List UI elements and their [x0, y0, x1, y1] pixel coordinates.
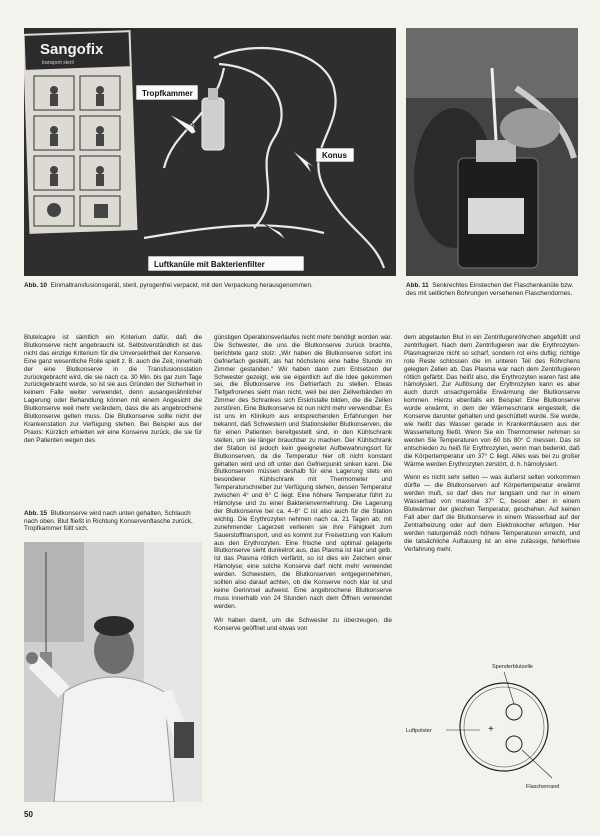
diagram-label-top: Spenderblutzelle: [492, 664, 533, 670]
svg-text:Luftkanüle mit Bakterienfilter: Luftkanüle mit Bakterienfilter: [154, 260, 265, 269]
column-2-text: [214, 334, 392, 808]
caption-text: Blutkonserve wird nach unten gehalten, Schlauch nach oben. Blut fließt in Richtung Konservenflasche zurück, Tropfkammer füllt sich.: [24, 510, 193, 533]
label-tropfkammer: [136, 85, 198, 100]
figure-15-caption: [24, 510, 202, 533]
bottle-diagram: [404, 652, 580, 802]
paragraph: Wenn es nicht sehr selten — was äußerst selten vorkommen dürfte — die Blutkonserven auf Körpertemperatur erwärmt werden muß, so darf dies nur langsam und nur in einem Wasserbad von maximal 37° C, besser aber in einem Blutwärmer der gleichen Temperatur, geschehen. Auf keinen Fall aber darf die Blutkonserve in einem Wasserbad auf der Zentralheizung oder auf dem Elektrokocher erfolgen. Hier werden naturgemäß noch höhere Temperaturen erreicht, und die tatsächliche Auftauung ist an eine zulässige, fehlerfreie Verfahrung mehr.: [404, 474, 580, 553]
paragraph: Blutelcapre ist sämtlich ein Kriterium dafür, daß die Blutkonserve nicht angebrauchi ist. Selbstverständlich ist das nicht das einzige Kriterium für die Unverselirtheit der Konserve. Eine ganz wesentliche Rolle spielt z. B. auch die Zeit, innerhalb der eine Blutkonserve in die Transfusionsstation zurückgebracht wird, die sie nach ca. 30 Min. bis gar zum Tage zurückgebracht wurde, so ist sie aus Gründen der Sicherheit in keinem Falle weiter verwendet, denn ausangenähnlicher Lagerung oder Behandlung können mit einem Angesicht die Blutkonserve weil mehr verändern, dass die als angebrochene Blutkonserve gelten muss. Die Blutkonserve sollte nicht der Krankenstation zur Verfügung stehen. Bei Beispiel aus der Praxis: Kürzlich erhielten wir eine Konserve zurück, die sie für den Patienten wegen des: [24, 334, 202, 444]
svg-text:Konus: Konus: [322, 151, 347, 160]
diagram-label-bottom: Flaschenrand: [526, 784, 560, 790]
column-1-text: [24, 334, 202, 504]
transfusion-set-image: [24, 28, 396, 276]
page-number: 50: [24, 810, 33, 819]
bottle-needle-image: [406, 28, 578, 276]
caption-label: Abb. 10: [24, 282, 48, 289]
figure-11-photo: [406, 28, 578, 276]
package-title: Sangofix: [40, 41, 104, 58]
label-luftkanule: [148, 256, 304, 271]
column-3-text: [404, 334, 580, 644]
svg-text:+: +: [488, 724, 494, 735]
label-konus: [316, 148, 354, 162]
caption-text: Senkrechtes Einstechen der Flaschenkanüle bzw. des mit seitlichen Bohrungen versehenen Flaschendornes.: [406, 282, 574, 297]
package-subtitle: transport steril: [42, 60, 74, 66]
blood-cannula-hole: [506, 736, 522, 752]
figure-10-caption: [24, 282, 396, 290]
figure-11-caption: [406, 282, 578, 297]
diagram-label-left: Luftpolster: [406, 728, 432, 734]
paragraph: günstigen Operationsverlaufes nicht mehr benötigt worden war. Die Schwester, die uns die Blutkonserve zurück brachte, berichtete ganz stolz: „Wir haben die Blutkonserve sofort ins Gefrierfach gestellt, als hat höchstens eine halbe Stunde im Zimmer gestanden.“ Wir haben dann zum Entsetzen der Schwester gezeigt, wie sie eigentlich auf die Idee gekommen sei, die Blutkonserve ins Gefrierfach zu stellen. Etwas Tiefgefrorenes sieht man nicht, weil bei den Zellverbänden im Zimmer des Schrankes sich Eiskristalle bilden, die die Zellen zerstören. Eine Blutkonserve ist nun nicht mehr verwendbar. Es ist uns im Klinikum aus entsprechenden Erfahrungen her bekannt, daß Schwestern und Stationsleiter Blutkonserven, die für einen Patienten bereitgestellt sind, in den Kühlschrank stellen, um sie länger brauchbar zu machen. Der Kühlschrank der Station ist jedoch kein geeigneter Aufbewahrungsort für Blutkonserven, da die Temperatur hier oft nicht konstant gehalten wird und oft unter den Gefrierpunkt sinken kann. Die Blutkonserven müssen deshalb für eine Lagerung stets ein besonderer Kühlschrank mit Thermometer und Temperaturschreiber zur Verfügung stehen, dessen Temperatur zwischen 4° und 6° C liegt. Eine höhere Temperatur führt zu Hämolyse und zu einer Bakterienvermehrung. Die Lagerung der Blutkonserve bei ca. 4–6° C ist also auch für die Station wichtig. Die Erythrozyten nehmen nach ca. 21 Tagen ab; mit zunehmender Lagerzeit verlieren sie ihre Fähigkeit zum Sauerstofftransport, und es kommt zur Freisetzung von Kalium aus den Erythrozyten. Eine frische und optimal gelagerte Blutkonserve sieht dunkelrot aus, das Plasma ist klar und gelb. Ist das Plasma rötlich verfärbt, so ist dies ein Zeichen einer Hämolyse; eine solche Konserve darf nicht mehr verwendet werden. Schwestern, die Blutkonserven entgegennehmen, sollten also darauf achten, ob die Konserve noch klar ist und keine Gerinnsel aufweist. Eine angebrochene Blutkonserve muss innerhalb von 24 Stunden nach dem Öffnen verwendet werden.: [214, 334, 392, 610]
paragraph: dem abgetauten Blut in ein Zentrifugenröhrchen abgefüllt und zentrifugiert. Nach dem Zentrifugieren war die Erythrozyten-Plasmagrenze nicht so scharf, sondern rot eins duftig; richtige rote Reste schlossen die im unteren Teil des Röhrchens gelegten Zellen ab. Das Plasma war nach dem Zentrifugieren rötlich gefärbt. Das heißt also, die Erythrozyten waren fast alle hämolysiert. Zur Auflösung der Erythrozyten kann es aber auch durch unsachgemäße Erwärmung der Blutkonserve kommen. Hierzu ebenfalls ein Beispiel: Eine Blutkonserve wurde erwärmt, in dem der Wärmeschrank eingestellt, die Konserve darunter gehalten und geschüttelt wurde. Sie wurde, wie heißt das Wasser gerade in Krankenhäusern aus der Wasserleitung fließt. Wenn Sie ein Thermometer nehmen so werden Sie Temperaturen von 60 bis 80° C messen. Das ist entschieden zu heiß für Erythrozyten, wenn man bedenkt, daß die Körpertemperatur um 37° C liegt. Alles was bei zu großer Wärme werden Erythrozyten zerstört, d. h. hämolysiert.: [404, 334, 580, 468]
bottle-outline: [460, 683, 548, 771]
air-cannula-hole: [506, 704, 522, 720]
paragraph: Wir haben damit, um die Schwester zu überzeugen, die Konserve geöffnet und etwas von: [214, 616, 392, 632]
caption-text: Einmaltransfusionsgerät, steril, pyrogenfrei verpackt, mit den Verpackung herausgenommen.: [50, 282, 313, 289]
caption-label: Abb. 15: [24, 510, 48, 517]
caption-label: Abb. 11: [406, 282, 429, 289]
sangofix-package: [24, 30, 137, 234]
figure-10-photo: [24, 28, 396, 276]
nurse-image: [24, 542, 202, 802]
figure-15-photo: [24, 542, 202, 802]
svg-text:Tropfkammer: Tropfkammer: [142, 89, 193, 98]
